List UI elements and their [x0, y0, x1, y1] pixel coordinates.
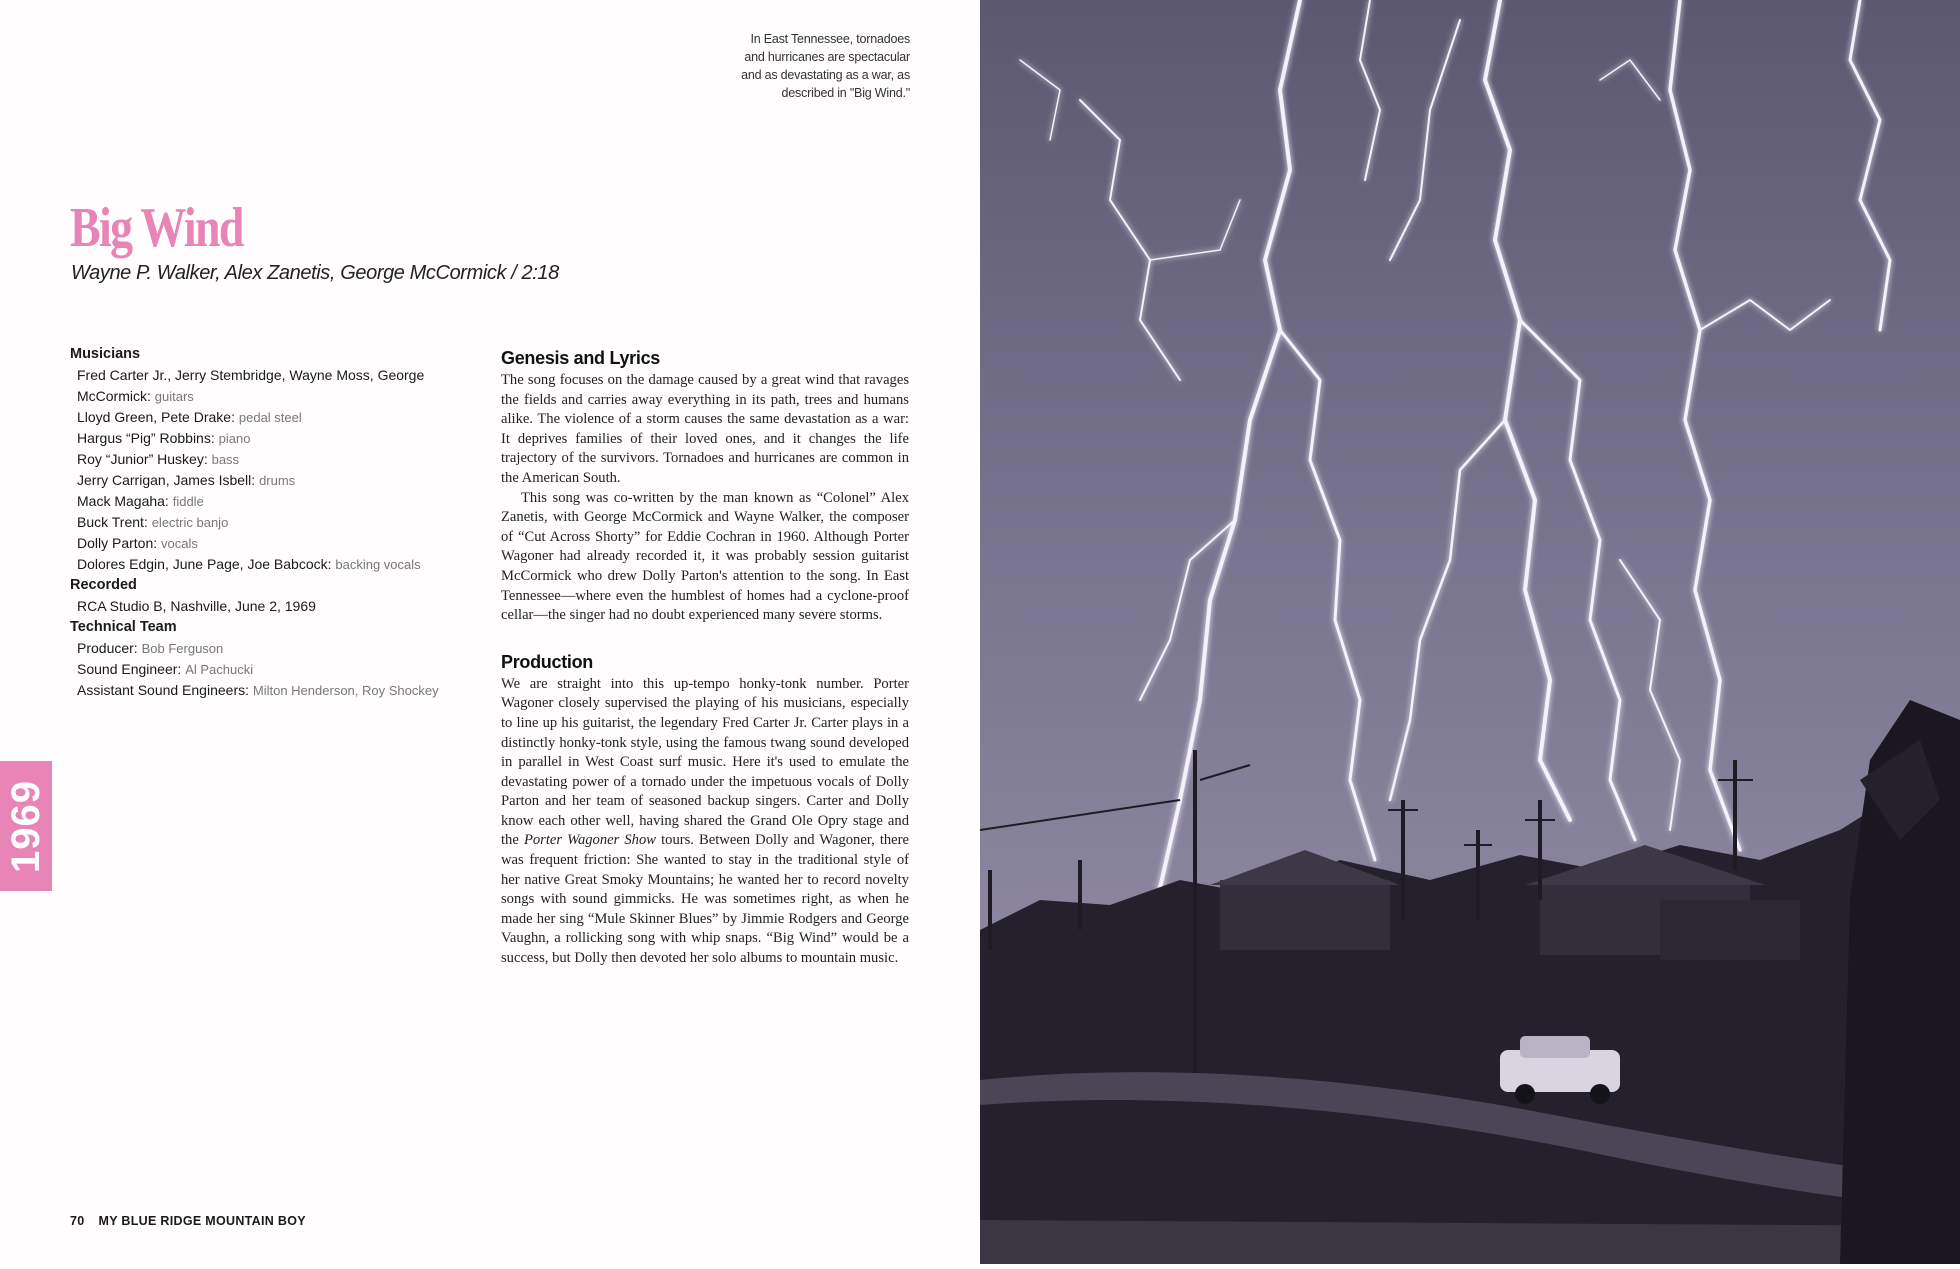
caption-line: described in "Big Wind.": [781, 86, 910, 100]
credit-line: [77, 533, 470, 554]
year-tab: [0, 761, 52, 891]
credit-line: [77, 491, 470, 512]
caption-line: In East Tennessee, tornadoes: [750, 32, 910, 46]
credit-names: Assistant Sound Engineers:: [77, 682, 249, 698]
credit-role: Al Pachucki: [185, 662, 254, 677]
production-heading: Production: [501, 651, 593, 672]
credit-names: Sound Engineer:: [77, 661, 182, 677]
production-text-a: We are straight into this up-tempo honky-tonk number. Porter Wagoner closely supervised the playing of his musicians, especially to line up his guitarist, the legendary Fred Carter Jr. Carter plays in a distinctly honky-tonk style, using the famous twang sound developed in parallel in West Coast surf music. Here it's used to emulate the devastating power of a tornado under the impetuous vocals of Dolly Parton and her team of seasoned backup singers. Carter and Dolly know each other well, having shared the Grand Ole Opry stage and the: [501, 675, 909, 849]
credit-line: [77, 428, 470, 449]
credit-role: backing vocals: [335, 557, 421, 572]
body-column: [501, 348, 909, 969]
credit-line: [77, 449, 470, 470]
caption-line: and hurricanes are spectacular: [744, 50, 910, 64]
credit-role: guitars: [154, 389, 194, 404]
credit-line: [77, 638, 470, 659]
credit-line: [77, 470, 470, 491]
credit-names: Producer:: [77, 640, 138, 656]
credit-names: Buck Trent:: [77, 514, 148, 530]
credit-names: Jerry Carrigan, James Isbell:: [77, 472, 256, 488]
credit-names: McCormick:: [77, 388, 151, 404]
song-title: Big Wind: [70, 197, 243, 259]
credit-names: Fred Carter Jr., Jerry Stembridge, Wayne Moss, George: [77, 367, 425, 383]
credit-role: Milton Henderson, Roy Shockey: [252, 683, 439, 698]
lightning-photo: [980, 0, 1960, 1264]
credit-role: drums: [259, 473, 296, 488]
credit-names: Mack Magaha:: [77, 493, 169, 509]
page-footer: [70, 1214, 306, 1228]
credit-line: [77, 512, 470, 533]
credit-line: [77, 407, 470, 428]
credit-role: electric banjo: [151, 515, 229, 530]
photo-caption: [670, 30, 910, 102]
year-tab-label: 1969: [3, 779, 48, 873]
genesis-heading: Genesis and Lyrics: [501, 348, 661, 368]
credit-names: Roy “Junior” Huskey:: [77, 451, 208, 467]
credit-line: [77, 680, 470, 701]
left-page: [0, 0, 980, 1264]
song-subtitle: Wayne P. Walker, Alex Zanetis, George McCormick / 2:18: [71, 262, 559, 284]
credit-names: Lloyd Green, Pete Drake:: [77, 409, 235, 425]
caption-line: and as devastating as a war, as: [741, 68, 910, 82]
musicians-heading: Musicians: [70, 346, 141, 362]
production-show-title: Porter Wagoner Show: [523, 832, 656, 849]
running-title: MY BLUE RIDGE MOUNTAIN BOY: [98, 1214, 306, 1228]
genesis-paragraph-2: This song was co-written by the man known as “Colonel” Alex Zanetis, with George McCormick and Wayne Walker, the composer of “Cut Across Shorty” for Eddie Cochran in 1960. Although Porter Wagoner had already recorded it, it was probably session guitarist McCormick who drew Dolly Parton's attention to the song. In East Tennessee—where even the humblest of homes had a cyclone-proof cellar—the singer had no doubt experienced many severe storms.: [501, 489, 909, 624]
credit-line: [77, 554, 470, 575]
credit-role: Bob Ferguson: [141, 641, 224, 656]
page-number: 70: [70, 1214, 85, 1228]
credit-names: Hargus “Pig” Robbins:: [77, 430, 215, 446]
credit-role: bass: [211, 452, 240, 467]
recorded-heading: Recorded: [70, 577, 137, 593]
credit-line: [77, 386, 470, 407]
credits-column: [70, 344, 470, 701]
credit-role: vocals: [161, 536, 198, 551]
credit-line: [77, 365, 470, 386]
section-gap: [501, 626, 909, 652]
recorded-line: RCA Studio B, Nashville, June 2, 1969: [77, 598, 316, 614]
credit-names: Dolores Edgin, June Page, Joe Babcock:: [77, 556, 332, 572]
genesis-paragraph-1: The song focuses on the damage caused by a great wind that ravages the fields and carries away everything in its path, trees and humans alike. The violence of a storm causes the same devastation as a war: It deprives families of their loved ones, and it changes the life trajectory of the survivors. Tornadoes and hurricanes are common in the American South.: [501, 372, 909, 486]
credit-role: pedal steel: [238, 410, 302, 425]
production-text-b: tours. Between Dolly and Wagoner, there was frequent friction: She wanted to stay in the traditional style of her native Great Smoky Mountains; he wanted her to record novelty songs with sound gimmicks. He was sometimes right, as when he made her sing “Mule Skinner Blues” by Jimmie Rodgers and George Vaughn, a rollicking song with whip snaps. “Big Wind” would be a success, but Dolly then devoted her solo albums to mountain music.: [501, 832, 909, 967]
production-paragraph: [501, 675, 909, 969]
credit-role: piano: [218, 431, 251, 446]
credit-names: Dolly Parton:: [77, 535, 158, 551]
technical-team-heading: Technical Team: [70, 619, 177, 635]
credit-role: fiddle: [172, 494, 204, 509]
lightning-photo-image: [980, 0, 1960, 1264]
credit-line: [77, 659, 470, 680]
